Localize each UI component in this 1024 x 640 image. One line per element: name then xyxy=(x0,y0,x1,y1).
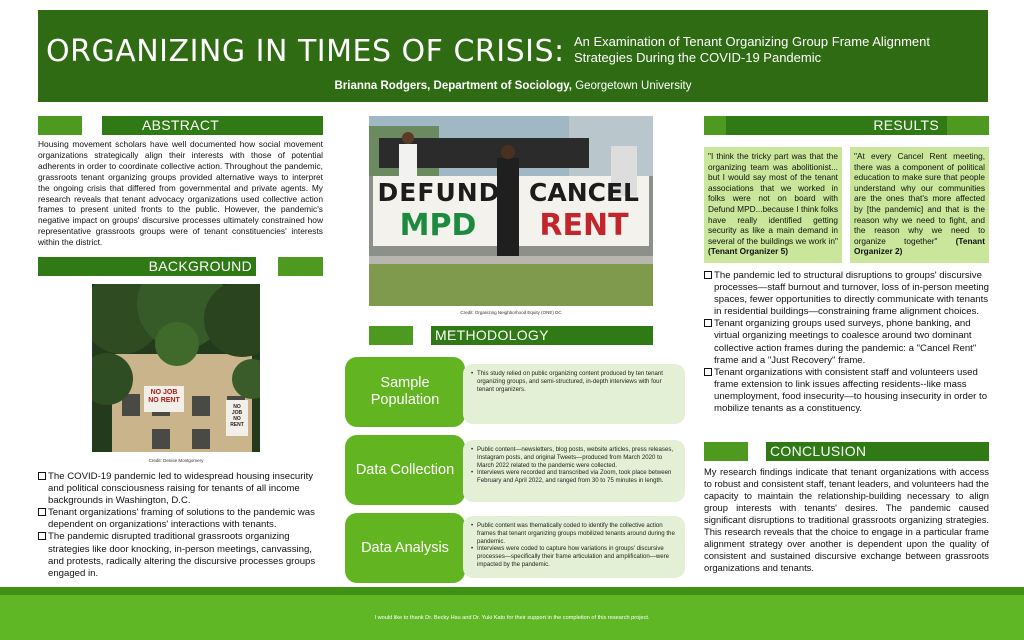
banner-rent: RENT xyxy=(539,208,629,243)
checkbox-icon xyxy=(38,508,46,516)
sample-population-desc xyxy=(463,364,685,424)
background-photo xyxy=(92,284,260,452)
banner-cancel: CANCEL xyxy=(529,178,639,207)
quote-tenant-organizer-2: "At every Cancel Rent meeting, there was a component of political education to make sure that people understand why our communities are the ones that's more affected by [the pandemic] and that is the reason why we need to fight, and the reason why we need to organize together" (Tenant Organizer 2) xyxy=(850,147,989,263)
abstract-text: Housing movement scholars have well documented how social movement organizations strategically align their interests with those of potential adherents in order to coordinate collective action. Throughout the pandemic, grassroots tenant organizing groups provided alternative ways to interpret the ongoing crisis that differed from governmental and private agents. My research reveals that tenant advocacy organizations used collective action frames to present united fronts to the public. However, the pandemic's negative impact on groups' discursive processes ultimately constrained how representative grassroots groups were of tenant constituencies' interests within the district. xyxy=(38,139,323,248)
author-name: Brianna Rodgers, Department of Sociology, xyxy=(334,80,572,92)
results-bullets xyxy=(704,270,989,415)
poster-subtitle: An Examination of Tenant Organizing Group Frame Alignment Strategies During the COVID-19 Pandemic xyxy=(574,34,931,65)
results-bullet: Tenant organizations with consistent staff and volunteers used frame extension to link issues affecting residents--like mass unemployment, food insecurity—to housing insecurity in order to mobilize tenants as a constituency. xyxy=(704,367,989,415)
sign-no-job-no-rent-left: NO JOB NO RENT xyxy=(148,389,180,404)
abstract-heading: ABSTRACT xyxy=(102,116,323,135)
method-item: • Interviews were coded to capture how variations in groups' discursive processes—specifically their frame articulation and amplification—were impacted by the pandemic. xyxy=(471,545,677,568)
quote-tenant-organizer-5: "I think the tricky part was that the organizing team was abolitionist... but I would say most of the tenant associations that we worked in folks were not on board with Defund MPD...because I think folks have really identified getting security as like a main demand in several of the buildings we work in" (Tenant Organizer 5) xyxy=(704,147,842,263)
method-item: • Interviews were recorded and transcribed via Zoom, took place between February and April 2022, and ranged from 30 to 75 minutes in length. xyxy=(471,469,677,485)
footer-stripe xyxy=(0,587,1024,595)
checkbox-icon xyxy=(704,319,712,327)
data-collection-desc xyxy=(463,440,685,502)
acknowledgement-text: I would like to thank Dr. Becky Hsu and Dr. Yuki Kato for their support in the completion of this research project. xyxy=(374,615,650,621)
sample-population-label: Sample Population xyxy=(345,357,465,427)
background-photo-credit: Credit: Denise Montgomery xyxy=(148,458,204,463)
conclusion-heading: CONCLUSION xyxy=(766,442,989,461)
background-bullet: The pandemic disrupted traditional grassroots organizing strategies like door knocking, in-person meetings, canvassing, and protests, radically altering the discursive processes groups engaged in. xyxy=(38,531,323,579)
results-bullet: The pandemic led to structural disruptions to groups' discursive processes—staff burnout and turnover, loss of in-person meeting spaces, fewer opportunities to directly communicate with tenants in residential buildings—constraining frame alignment choices. xyxy=(704,270,989,318)
data-analysis-label: Data Analysis xyxy=(345,513,465,583)
background-heading-bar xyxy=(38,257,323,276)
author-affiliation: Georgetown University xyxy=(571,80,692,92)
checkbox-icon xyxy=(38,532,46,540)
rally-photo xyxy=(369,116,653,306)
poster-title: ORGANIZING IN TIMES OF CRISIS: xyxy=(46,34,565,69)
conclusion-heading-bar xyxy=(704,442,989,461)
background-bullets xyxy=(38,471,323,580)
sign-no-job-no-rent-right: NO JOB NO RENT xyxy=(230,404,244,428)
conclusion-text: My research findings indicate that tenant organizations with access to robust and consistent staff, tenant leaders, and volunteers had the capacity to maintain the relationship-building necessary to align group interests with tenants' desires. The pandemic caused significant disruptions to traditional grassroots organizing strategies. This research reveals that the choice to engage in a particular frame alignment strategy over another is dependent upon the quality of consistent and sustained discursive exchange between grassroots organizations and tenants. xyxy=(704,466,989,573)
method-item: • Public content—newsletters, blog posts, website articles, press releases, Instagram posts, and original Tweets—produced from March 2020 to March 2022 related to the pandemic were collected. xyxy=(471,446,677,469)
results-heading: RESULTS xyxy=(726,116,947,135)
poster-header xyxy=(38,10,988,102)
background-bullet: Tenant organizations' framing of solutions to the pandemic was dependent on organizations' interactions with tenants. xyxy=(38,507,323,531)
methodology-heading: METHODOLOGY xyxy=(431,326,653,345)
data-collection-label: Data Collection xyxy=(345,435,465,505)
banner-mpd: MPD xyxy=(399,208,477,243)
background-bullet: The COVID-19 pandemic led to widespread housing insecurity and political consciousness raising for tenants of all income backgrounds in Washington, D.C. xyxy=(38,471,323,507)
checkbox-icon xyxy=(38,472,46,480)
banner-defund: DEFUND xyxy=(377,178,501,207)
background-heading: BACKGROUND xyxy=(38,257,256,276)
results-bullet: Tenant organizing groups used surveys, phone banking, and virtual organizing meetings to coalesce around two dominant collective action frames during the pandemic: a "Cancel Rent" frame and a "Just Recovery" frame. xyxy=(704,318,989,366)
abstract-heading-bar xyxy=(38,116,323,135)
method-item: • Public content was thematically coded to identify the collective action frames that tenant organizing groups mobilized tenants around during the pandemic. xyxy=(471,522,677,545)
author-line xyxy=(38,80,988,92)
results-heading-bar xyxy=(704,116,989,135)
methodology-heading-bar xyxy=(369,326,653,345)
data-analysis-desc xyxy=(463,516,685,578)
rally-photo-credit: Credit: Organizing Neighborhood Equity (ONE) DC xyxy=(460,310,562,315)
method-item: • This study relied on public organizing content produced by ten tenant organizing groups, and semi-structured, in-depth interviews with four tenant organizers. xyxy=(471,370,677,393)
checkbox-icon xyxy=(704,368,712,376)
checkbox-icon xyxy=(704,271,712,279)
